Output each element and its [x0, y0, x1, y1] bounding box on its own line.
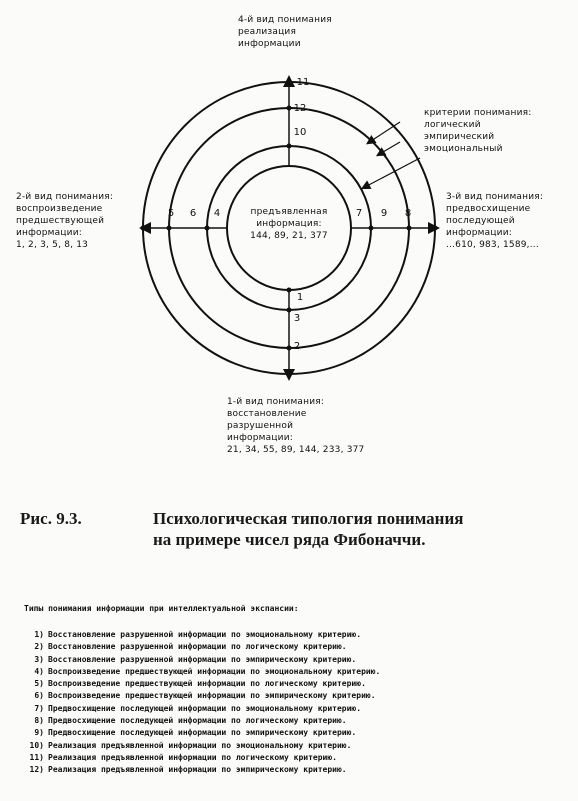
- list-item-text: Восстановление разрушенной информации по эмпирическому критерию.: [48, 654, 357, 664]
- list-item-text: Восстановление разрушенной информации по логическому критерию.: [48, 642, 347, 652]
- criteria-label-line: эмпирический: [424, 132, 495, 142]
- bottom-label-line: разрушенной: [227, 421, 294, 431]
- list-item-number: 9): [34, 728, 44, 738]
- center-text-line: 144, 89, 21, 377: [250, 231, 328, 241]
- list-item-number: 4): [34, 666, 44, 676]
- right-label-line: последующей: [446, 216, 515, 226]
- list-item-text: Воспроизведение предшествующей информации по логическому критерию.: [48, 679, 366, 689]
- list-item: [22, 629, 380, 641]
- num-bottom-inner: 1: [296, 292, 304, 303]
- num-right-middle: 9: [380, 208, 388, 219]
- bottom-label: [227, 396, 364, 456]
- list-item-number: 5): [34, 679, 44, 689]
- num-bottom-outer: 2: [293, 341, 301, 352]
- list-item: [22, 654, 380, 666]
- list-item: [22, 666, 380, 678]
- list-item-number: 12): [29, 765, 44, 775]
- left-label: [16, 191, 113, 251]
- num-left-outer: 5: [167, 208, 175, 219]
- criteria-arrow-empirical: [378, 142, 400, 155]
- right-label-line: информации:: [446, 228, 513, 238]
- num-bottom-middle: 3: [293, 313, 301, 324]
- top-label-line: 4-й вид понимания: [238, 15, 332, 25]
- left-label-line: предшествующей: [16, 216, 105, 226]
- criteria-arrow-logic: [368, 122, 400, 143]
- list-item: [22, 715, 380, 727]
- list-title: Типы понимания информации при интеллектуальной экспансии:: [24, 604, 299, 613]
- list-item: [22, 678, 380, 690]
- right-label-line: предвосхищение: [446, 204, 531, 214]
- right-label-line: ...610, 983, 1589,...: [446, 240, 539, 250]
- list-item: [22, 641, 380, 653]
- num-top-middle: 12: [293, 103, 307, 114]
- num-left-inner: 4: [213, 208, 221, 219]
- list-item: [22, 727, 380, 739]
- comprehension-types-list: [22, 629, 380, 777]
- num-top-outer: 11: [296, 77, 310, 88]
- list-item-number: 10): [29, 740, 44, 750]
- list-item: [22, 690, 380, 702]
- bottom-label-line: восстановление: [227, 409, 307, 419]
- num-top-inner: 10: [293, 127, 307, 138]
- bottom-label-line: информации:: [227, 433, 294, 443]
- list-item: [22, 740, 380, 752]
- list-item-number: 7): [34, 703, 44, 713]
- left-label-line: 2-й вид понимания:: [16, 192, 114, 202]
- right-label: [446, 191, 543, 251]
- list-item-number: 8): [34, 716, 44, 726]
- figure-number: Рис. 9.3.: [20, 509, 82, 528]
- bottom-label-line: 1-й вид понимания:: [227, 397, 325, 407]
- list-item-text: Предвосхищение последующей информации по логическому критерию.: [48, 716, 347, 726]
- bottom-label-line: 21, 34, 55, 89, 144, 233, 377: [227, 445, 365, 455]
- left-label-line: информации:: [16, 228, 83, 238]
- list-item-text: Воспроизведение предшествующей информации по эмпирическому критерию.: [48, 691, 376, 701]
- list-item-text: Предвосхищение последующей информации по эмоциональному критерию.: [48, 703, 362, 713]
- list-item-text: Воспроизведение предшествующей информации по эмоциональному критерию.: [48, 666, 381, 676]
- top-label: [238, 14, 332, 50]
- list-item-text: Реализация предъявленной информации по эмоциональному критерию.: [48, 740, 352, 750]
- num-right-inner: 7: [355, 208, 363, 219]
- list-item-text: Реализация предъявленной информации по эмпирическому критерию.: [48, 765, 347, 775]
- list-item-text: Реализация предъявленной информации по логическому критерию.: [48, 752, 337, 762]
- figure-title-line2: на примере чисел ряда Фибоначчи.: [153, 530, 426, 549]
- list-item-number: 3): [34, 654, 44, 664]
- num-right-outer: 8: [404, 208, 412, 219]
- right-label-line: 3-й вид понимания:: [446, 192, 544, 202]
- left-label-line: воспроизведение: [16, 204, 103, 214]
- figure-title-line1: Психологическая типология понимания: [153, 509, 464, 528]
- criteria-arrow-emotional: [363, 158, 420, 188]
- top-label-line: реализация: [238, 27, 297, 37]
- list-item-number: 1): [34, 630, 44, 639]
- list-item-text: Предвосхищение последующей информации по эмпирическому критерию.: [48, 728, 357, 738]
- center-text-line: информация:: [256, 219, 322, 229]
- list-item: [22, 764, 380, 776]
- list-item-number: 2): [34, 642, 44, 652]
- num-left-middle: 6: [189, 208, 197, 219]
- center-text-line: предъявленная: [250, 207, 328, 217]
- criteria-label: [424, 107, 531, 155]
- left-label-line: 1, 2, 3, 5, 8, 13: [16, 240, 89, 250]
- top-label-line: информации: [238, 39, 301, 49]
- list-item-text: Восстановление разрушенной информации по эмоциональному критерию.: [48, 630, 362, 639]
- criteria-label-line: эмоциональный: [424, 144, 503, 154]
- criteria-label-line: критерии понимания:: [424, 108, 532, 118]
- list-item: [22, 752, 380, 764]
- list-item: [22, 703, 380, 715]
- list-item-number: 11): [29, 752, 44, 762]
- center-text: [234, 206, 344, 242]
- list-item-number: 6): [34, 691, 44, 701]
- criteria-label-line: логический: [424, 120, 481, 130]
